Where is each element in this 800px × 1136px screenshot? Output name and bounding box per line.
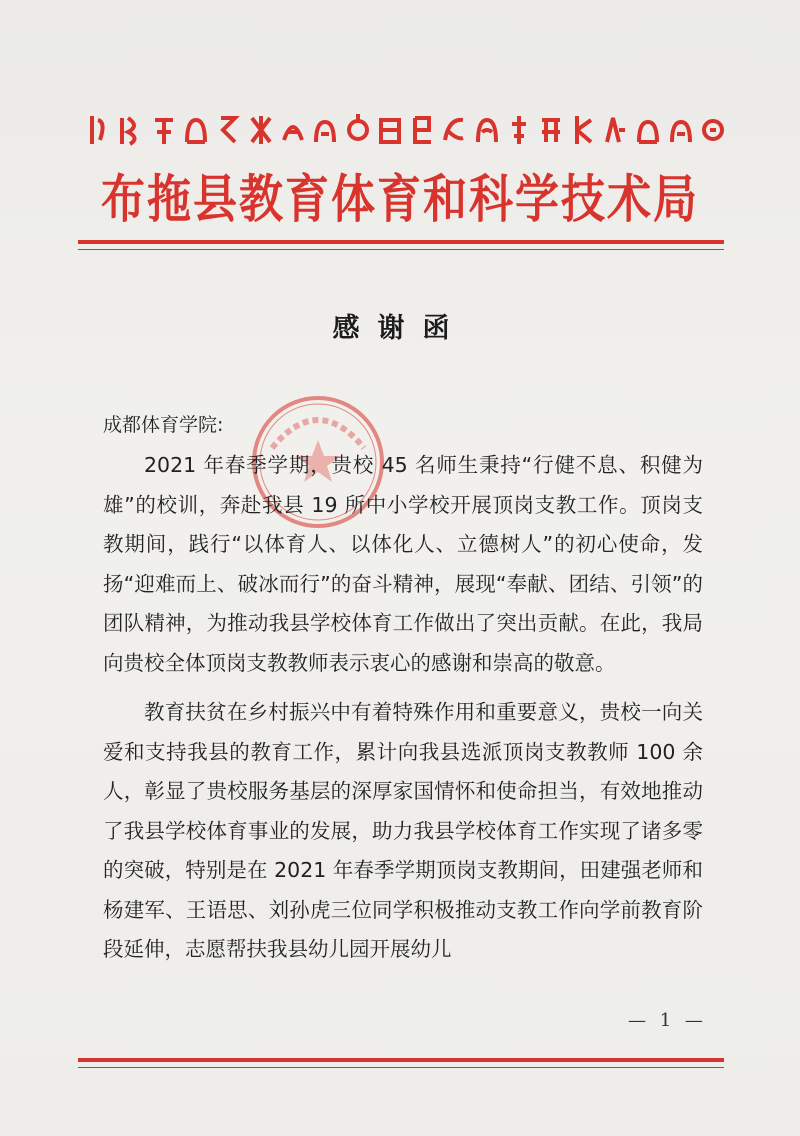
yi-glyph-icon: [441, 110, 467, 150]
yi-glyph-icon: [571, 110, 597, 150]
org-name: 布拖县教育体育和科学技术局: [101, 170, 699, 231]
yi-glyph-icon: [183, 110, 209, 150]
footer-rule-thin: [78, 1067, 724, 1068]
yi-glyph-icon: [86, 110, 112, 150]
yi-glyph-icon: [151, 110, 177, 150]
yi-glyph-icon: [377, 110, 403, 150]
yi-glyph-icon: [668, 110, 694, 150]
yi-glyph-icon: [538, 110, 564, 150]
header-rule-thick: [78, 240, 724, 244]
yi-glyph-icon: [409, 110, 435, 150]
yi-glyph-icon: [700, 110, 726, 150]
yi-glyph-icon: [280, 110, 306, 150]
yi-glyph-icon: [603, 110, 629, 150]
letter-body: [103, 446, 703, 980]
yi-glyph-icon: [118, 110, 144, 150]
paragraph: 教育扶贫在乡村振兴中有着特殊作用和重要意义，贵校一向关爱和支持我县的教育工作，累计向我县选派顶岗支教教师 100 余人，彰显了贵校服务基层的深厚家国情怀和使命担当，有效地推动了我县学校体育事业的发展，助力我县学校体育工作实现了诸多零的突破，特别是在 2021 年春季学期顶岗支教期间，田建强老师和杨建军、王语思、刘孙虎三位同学积极推动支教工作向学前教育阶段延伸，志愿帮扶我县幼儿园开展幼儿: [103, 700, 703, 961]
yi-glyph-icon: [215, 110, 241, 150]
yi-glyph-icon: [345, 110, 371, 150]
header-rule-thin: [78, 249, 724, 250]
paragraph: 2021 年春季学期，贵校 45 名师生秉持“行健不息、积健为雄”的校训，奔赴我县 19 所中小学校开展顶岗支教工作。顶岗支教期间，践行“以体育人、以体化人、立德树人”的初心使命，发扬“迎难而上、破冰而行”的奋斗精神，展现“奉献、团结、引领”的团队精神，为推动我县学校体育工作做出了突出贡献。在此，我局向贵校全体顶岗支教教师表示衷心的感谢和崇高的敬意。: [103, 453, 703, 675]
yi-glyph-icon: [635, 110, 661, 150]
yi-glyph-icon: [506, 110, 532, 150]
yi-glyph-icon: [312, 110, 338, 150]
yi-glyph-icon: [248, 110, 274, 150]
yi-glyph-icon: [474, 110, 500, 150]
yi-script-line: [86, 104, 726, 156]
document-title: 感谢函: [332, 313, 468, 344]
recipient: 成都体育学院:: [103, 414, 224, 436]
footer-rule-thick: [78, 1058, 724, 1062]
page-number: — 1 —: [628, 1010, 707, 1031]
